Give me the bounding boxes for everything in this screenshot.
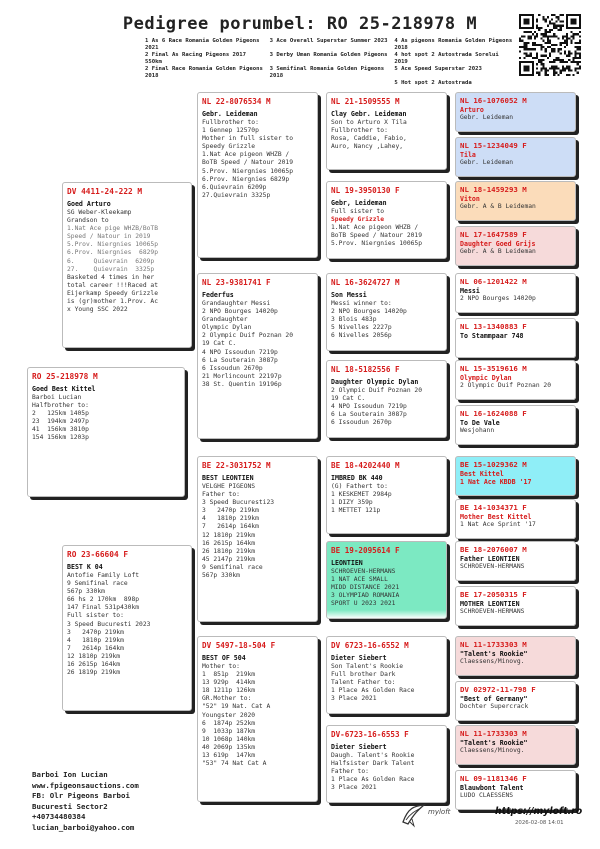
info-line: 1.Nat Ace pigeon WHZB / [331,224,419,232]
info-line: Grandaughter [202,316,248,324]
info-line: 6.Prov. Niergnies 6829p [67,249,158,257]
info-line: 154 156km 1203p [32,434,89,442]
pigeon-name: Best Kittel [460,470,504,478]
pedigree-card[interactable] [197,456,318,622]
ring-number: DV-6723-16-6553 F [331,730,409,739]
ancestor-card[interactable] [455,273,576,313]
info-line: 1.Nat Ace pige WHZB/BoTB [67,225,158,233]
ancestor-card[interactable] [455,318,576,358]
info-line: 1 Nat Ace KBDB '17 [460,478,532,486]
info-line: Youngster 2020 [202,711,256,719]
info-line: 1.Nat Ace pigeon WHZB / [202,151,290,159]
pigeon-name: To De Vale [460,419,500,427]
info-line: Daugh. Talent's Rookie [331,752,415,759]
info-line: 41 156km 3810p [32,426,89,434]
info-line: Full sister to [331,208,385,215]
info-line: 6 1874p 252km [202,719,256,727]
info-line: 66 hs 2 170km 898p [67,596,140,604]
info-line: 18 1211p 126km [202,687,256,695]
info-line: LUDO CLAESSENS [460,792,514,799]
ring-number: NL 11-1733303 M [460,640,527,649]
info-line: SCHROEVEN-HERMANS [460,608,525,615]
ring-number: NL 16-1076052 M [460,96,527,105]
ring-number: BE 18-2076007 M [460,545,527,554]
info-line: 3 Blois 483p [331,316,377,324]
info-line: 1 851p 219km [202,671,256,679]
brand-website[interactable]: https://myloft.ro [495,806,583,817]
info-line: Grandson to [67,217,109,225]
pigeon-name: Gebr. Leideman [202,110,258,118]
info-line: 6 Issoudun 2670p [202,364,263,372]
achievement-item [270,80,391,87]
pedigree-card[interactable] [326,725,447,803]
pedigree-card[interactable] [326,541,447,619]
info-line: BoTB Speed / Natour 2019 [331,232,422,240]
pigeon-name: Clay Gebr. Leideman [331,110,407,118]
card-fade [327,525,446,533]
pedigree-card[interactable] [197,636,318,802]
card-fade [28,488,184,496]
info-line: Claessens/Minovg. [460,658,525,665]
ring-number: NL 21-1509555 M [331,97,400,106]
card-fade [63,339,191,347]
card-fade [327,429,446,437]
info-line: 40 2069p 135km [202,743,256,751]
ancestor-card[interactable] [455,636,576,676]
ring-number: RO 23-66604 F [67,550,129,559]
info-line: 3 2470p 219km [202,507,259,515]
pigeon-name: Goed Arturo [67,200,111,208]
pigeon-name: "Talent's Rookie" [460,739,528,747]
pedigree-card[interactable] [197,92,318,258]
info-line: 2 NPO Bourges 14020p [460,295,536,302]
info-line: Dochter Supercrack [460,703,529,710]
info-line: 9 1033p 187km [202,727,256,735]
info-line: 147 Final 531p430km [67,604,140,612]
info-line: 6. Quievrain 6209p [67,257,155,265]
info-line: 6 Nivelles 2056p [331,332,392,340]
card-fade [327,610,446,618]
pedigree-card[interactable] [326,636,447,714]
info-line: 3 Place 2021 [331,784,377,792]
info-line: is (gr)mother 1.Prov. Ac [67,298,158,306]
info-line: "52" 19 Nat. Cat A [202,703,271,711]
myloft-logo-icon [400,802,428,828]
achievement-item: 2 Final Race Romania Golden Pigeons 2018 [145,66,263,79]
card-fade [327,250,446,258]
ring-number: DV 5497-18-504 F [202,641,276,650]
card-fade [327,342,446,350]
brand-logo-text: myloft [428,808,451,816]
info-line: 26 1810p 219km [202,547,256,555]
info-line: 38 St. Quentin 19196p [202,380,282,388]
card-fade [63,702,191,710]
ring-number: NL 18-5182556 F [331,365,400,374]
info-line: Gebr. Leideman [460,114,514,121]
pigeon-name: Daughter Goed Grijs [460,240,536,248]
pigeon-name: Arturo [460,106,484,114]
ancestor-card[interactable] [455,499,576,539]
pigeon-name: BEST K 04 [67,563,103,571]
pigeon-name: Dieter Siebert [331,743,387,751]
info-line: Claessens/Minovg. [460,747,525,754]
ring-number: NL 17-1647589 F [460,230,527,239]
info-line: (G) Fathert to: [331,483,388,490]
info-line: MIDD DISTANCE 2021 [331,584,400,592]
ring-number: DV 6723-16-6552 M [331,641,409,650]
info-line: 4 1810p 219km [202,515,259,523]
contact-line: +40734480384 [32,812,86,821]
brand-footer [400,806,583,836]
info-line: 7 2614p 164km [202,523,259,531]
info-line: 4 NPO Issoudun 7219p [202,348,278,356]
pigeon-name: IMBRED BK 440 [331,474,383,482]
info-line: SPORT U 2023 2021 [331,600,396,608]
info-line: Son to Arturo X Tila [331,119,407,126]
ancestor-card[interactable] [455,226,576,266]
info-line: 1 Place As Golden Race [331,687,415,695]
info-line: 19 Cat C. [202,340,237,348]
pigeon-name: "Best of Germany" [460,695,528,703]
achievement-item: 5 Ace Speed Superstar 2023 [394,66,482,72]
info-line: GR.Mother to: [202,695,252,703]
pedigree-card[interactable] [326,181,447,259]
ring-number: NL 15-3519616 M [460,364,527,373]
ancestor-card[interactable] [455,770,576,810]
pigeon-name: MOTHER LEONTIEN [460,600,520,608]
card-fade [198,430,317,438]
info-line: 27. Quievrain 3325p [67,265,155,273]
ring-number: NL 18-1459293 M [460,185,527,194]
ancestor-card[interactable] [455,541,576,581]
info-line: 1 DIZY 359p [331,499,373,507]
pigeon-name: LEONTIEN [331,559,363,567]
info-line: 6.Quievrain 6209p [202,183,267,191]
pedigree-card[interactable] [326,273,447,351]
info-line: 1 METTET 121p [331,507,381,515]
pigeon-name: Messi [460,287,480,295]
achievement-item [145,80,266,87]
pigeon-name: BEST LEONTIEN [202,474,254,482]
info-line: 23 194km 2497p [32,418,89,426]
pedigree-card[interactable] [326,92,447,170]
info-line: VELGHE PIGEONS [202,483,256,490]
ancestor-card[interactable] [455,137,576,177]
ring-number: NL 16-1624088 F [460,409,527,418]
card-fade [327,705,446,713]
pigeon-name: Mother Best Kittel [460,513,532,521]
info-line: 27.Quievrain 3325p [202,191,271,199]
info-line: 13 929p 414km [202,679,256,687]
pigeon-name: Son Messi [331,291,367,299]
info-line: Full brother Dark [331,671,396,679]
info-line: Rosa, Caddie, Fabio, [331,135,407,143]
ring-number: RO 25-218978 M [32,372,98,381]
info-line: total career !!!Raced at [67,281,158,289]
info-line: "53" 74 Nat Cat A [202,760,267,768]
ring-number: DV 02972-11-798 F [460,685,536,694]
achievement-item: 4 As pigeons Romania Golden Pigeons 2018 [394,38,513,51]
info-line: 2 Olympic Duif Poznan 20 [460,382,551,389]
achievements-list [145,38,515,87]
ring-number: BE 17-2050315 F [460,590,527,599]
info-line: Gebr. Leideman [460,159,514,166]
info-line: 45 2147p 219km [202,555,256,563]
info-line: 2 125km 1405p [32,410,89,418]
pigeon-name: Father LEONTIEN [460,555,520,563]
pedigree-card[interactable] [62,545,192,711]
pigeon-name: To Stammpaar 748 [460,332,524,340]
info-line: 3 Speed Bucuresti 2023 [67,620,151,628]
ancestor-card[interactable] [455,681,576,721]
pedigree-card[interactable] [326,456,447,534]
info-line: 9 Semifinal race [202,563,263,571]
ring-number: BE 15-1029362 M [460,460,527,469]
pigeon-name: Olympic Dylan [460,374,512,382]
ring-number: NL 23-9381741 F [202,278,271,287]
info-line: 1 Place As Golden Race [331,776,415,784]
ring-number: NL 16-3624727 M [331,278,400,287]
ring-number: NL 13-1340883 F [460,322,527,331]
info-line: Olympic Dylan [202,324,252,332]
ring-number: NL 19-3950130 F [331,186,400,195]
website-link[interactable]: www.fpigeonsauctions.com [32,780,139,790]
info-line: 12 1810p 219km [67,652,121,660]
info-line: 13 619p 147km [202,752,256,760]
highlight-line: Speedy Grizzle [331,216,385,224]
info-line: 1 Nat Ace Sprint '17 [460,521,536,528]
info-line: Auro, Nancy ,Lahey, [331,143,404,151]
info-line: SCHROEVEN-HERMANS [460,563,525,570]
info-line: Full sister to: [67,612,124,620]
achievement-item: 3 Ace Overall Superstar Summer 2023 [269,38,388,44]
ring-number: NL 09-1181346 F [460,774,527,783]
info-line: 19 Cat C. [331,395,366,403]
info-line: Talent Father to: [331,679,396,687]
ring-number: NL 22-8076534 M [202,97,271,106]
pigeon-name: Blauwbont Talent [460,784,524,792]
info-line: 3 2470p 219km [67,628,124,636]
pigeon-name: Federfus [202,291,234,299]
info-line: 3 Place 2021 [331,695,377,703]
info-line: Mother in full sister to [202,135,293,143]
ring-number: BE 19-2095614 F [331,546,400,555]
info-line: 21 Morlincount 22197p [202,372,282,380]
info-line: Speed / Natour in 2019 [67,233,151,241]
info-line: 6 Issoudun 2670p [331,419,392,427]
info-line: Fullbrother to: [202,119,259,126]
info-line: 10 1068p 140km [202,735,256,743]
ring-number: BE 14-1034371 F [460,503,527,512]
ancestor-card[interactable] [455,92,576,132]
info-line: Gebr. A & B Leideman [460,248,536,255]
info-line: Messi winner to: [331,300,392,307]
info-line: 2 Olympic Duif Poznan 20 [202,332,293,340]
info-line: 12 1810p 219km [202,531,256,539]
info-line: 7 2614p 164km [67,644,124,652]
info-line: 2 Olympic Duif Poznan 20 [331,387,422,394]
page-title: Pedigree porumbel: RO 25-218978 M [122,14,478,34]
info-line: Son Talent's Rookie [331,663,404,670]
pigeon-name: Tila [460,151,476,159]
pedigree-card[interactable] [326,360,447,438]
info-line: SCHROEVEN-HERMANS [331,568,396,575]
info-line: 9 Semifinal race [67,580,128,588]
info-line: Basketed 4 times in her [67,273,155,281]
info-line: Speedy Grizzle [202,143,256,151]
ancestor-card[interactable] [455,360,576,400]
info-line: 3 OLYMPIAD ROMANIA [331,592,400,600]
info-line: 6 La Souterain 3087p [331,411,407,419]
info-line: 5.Prov. Niergnies 10065p [202,167,293,175]
info-line: 3 Speed Bucuresti23 [202,499,275,507]
info-line: Fullbrother to: [331,127,388,135]
info-line: Barboi Lucian [32,394,82,401]
info-line: 5.Prov. Niergnies 10065p [331,240,422,248]
info-line: 5.Prov. Niergnies 10065p [67,241,158,249]
info-line: 2 NPO Bourges 14020p [202,308,278,316]
card-fade [327,161,446,169]
ring-number: NL 06-1201422 M [460,277,527,286]
contact-line: Barboi Ion Lucian [32,770,108,779]
info-line: 6 La Souterain 3087p [202,356,278,364]
achievement-item: 1 As 6 Race Romania Golden Pigeons 2021 [145,38,260,51]
info-line: BoTB Speed / Natour 2019 [202,159,293,167]
card-fade [327,794,446,802]
achievement-item: 3 Semifinal Romania Golden Pigeons 2018 [269,66,385,79]
info-line: Halfsister Dark Talent [331,760,415,768]
info-line: Father to: [331,768,369,776]
info-line: 26 1819p 219km [67,669,121,677]
info-line: Grandaughter Messi [202,300,271,307]
info-line: x Young SSC 2022 [67,306,128,314]
info-line: Wesjohann [460,427,495,434]
info-line: 2 NPO Bourges 14020p [331,308,407,316]
pigeon-name: Viton [460,195,480,203]
info-line: Mother to: [202,663,240,670]
achievement-item: 5 Hot spot 2 Autostrada [394,80,472,86]
info-line: Gebr. A & B Leideman [460,203,536,210]
contact-line: FB: Olr Pigeons Barboi [32,791,130,800]
ancestor-card[interactable] [455,725,576,765]
print-date: 2026-02-08 14:01 [515,820,564,826]
achievement-item: 2 Final As Racing Pigeons 2017 550km [145,52,247,65]
pedigree-card[interactable] [27,367,185,497]
pedigree-card[interactable] [197,273,318,439]
achievement-item: 3 Derby Uman Romania Golden Pigeons [269,52,388,58]
info-line: SG Weber-Kleekamp [67,209,132,216]
card-fade [198,249,317,257]
info-line: 567p 330km [67,588,105,596]
pigeon-name: BEST OF 504 [202,654,246,662]
ring-number: NL 11-1733303 M [460,729,527,738]
ring-number: NL 15-1234049 F [460,141,527,150]
owner-contact [32,770,139,833]
contact-line: Bucuresti Sector2 [32,801,108,811]
info-line: 1 NAT ACE SMALL [331,576,388,584]
contact-line[interactable]: lucian_barboi@yahoo.com [32,822,135,832]
qr-code-icon [519,14,581,76]
ring-number: BE 22-3031752 M [202,461,271,470]
ancestor-card[interactable] [455,586,576,626]
pedigree-card[interactable] [62,182,192,348]
info-line: Father to: [202,491,240,499]
achievement-item: 4 hot spot 2 Autostrada Sorelui 2019 [394,52,499,65]
info-line: Antofie Family Loft [67,572,140,579]
info-line: 1 KESKEMET 2984p [331,491,392,499]
pigeon-name: Daughter Olympic Dylan [331,378,419,386]
info-line: 16 2615p 164km [202,539,256,547]
ancestor-card[interactable] [455,405,576,445]
info-line: 16 2615p 164km [67,661,121,669]
ancestor-card[interactable] [455,456,576,496]
info-line: 567p 330km [202,572,240,580]
info-line: 6.Prov. Niergnies 6829p [202,175,290,183]
ancestor-card[interactable] [455,181,576,221]
ring-number: DV 4411-24-222 M [67,187,143,196]
card-fade [198,793,317,801]
info-line: 5 Nivelles 2227p [331,324,392,332]
info-line: Halfbrother to: [32,402,89,410]
pigeon-name: Dieter Siebert [331,654,387,662]
pigeon-name: "Talent's Rookie" [460,650,528,658]
info-line: 1 Gennep 12570p [202,127,259,135]
pigeon-name: Gebr, Leideman [331,199,387,207]
info-line: Eijerkamp Speedy Grizzle [67,289,158,297]
card-fade [198,613,317,621]
ring-number: BE 18-4202440 M [331,461,400,470]
info-line: 4 NPO Issoudun 7219p [331,403,407,411]
pigeon-name: Goed Best Kittel [32,385,96,393]
info-line: 4 1810p 219km [67,636,124,644]
